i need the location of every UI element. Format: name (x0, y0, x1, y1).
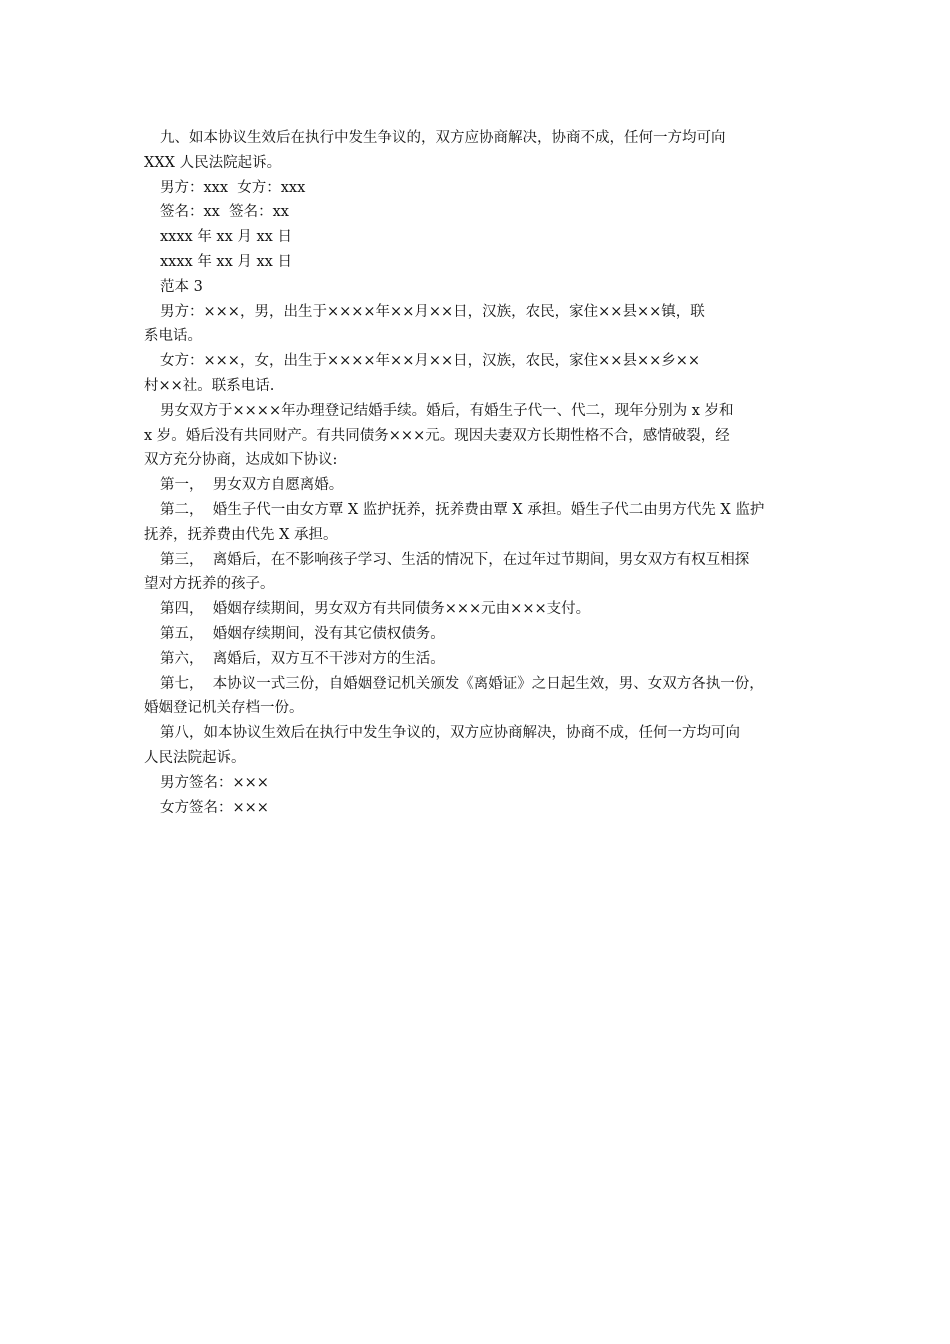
text-line: 第二， 婚生子代一由女方覃 X 监护抚养，抚养费由覃 X 承担。婚生子代二由男方代先 X 监护 (160, 501, 765, 518)
text-line: 第八，如本协议生效后在执行中发生争议的，双方应协商解决，协商不成，任何一方均可向 (160, 725, 740, 742)
clause-2 (144, 498, 812, 548)
text-line: 女方签名：××× (160, 799, 269, 816)
text-line: 婚姻登记机关存档一份。 (144, 700, 304, 717)
background-paragraph (144, 399, 812, 473)
text-line: XXX 人民法院起诉。 (144, 154, 282, 171)
text-line: 第三， 离婚后，在不影响孩子学习、生活的情况下，在过年过节期间，男女双方有权互相探 (160, 551, 750, 568)
template-3-heading (144, 275, 812, 300)
clause-4 (144, 597, 812, 622)
clause-5 (144, 622, 812, 647)
text-line: xxxx 年 xx 月 xx 日 (160, 253, 292, 270)
text-line: 人民法院起诉。 (144, 749, 246, 766)
clause-nine-paragraph (144, 126, 812, 176)
text-line: 望对方抚养的孩子。 (144, 576, 275, 593)
husband-wife-line (144, 176, 812, 201)
wife-signature (144, 796, 812, 821)
text-line: 九、如本协议生效后在执行中发生争议的，双方应协商解决，协商不成，任何一方均可向 (160, 130, 726, 146)
text-line: 第五， 婚姻存续期间，没有其它债权债务。 (160, 625, 445, 642)
text-line: 男方：xxx 女方：xxx (160, 179, 306, 196)
date-line-1 (144, 225, 812, 250)
text-line: 第四， 婚姻存续期间，男女双方有共同债务×××元由×××支付。 (160, 601, 591, 618)
text-line: 男方签名：××× (160, 774, 269, 791)
husband-info-paragraph (144, 300, 812, 350)
text-line: x 岁。婚后没有共同财产。有共同债务×××元。现因夫妻双方长期性格不合，感情破裂，经 (144, 427, 730, 444)
clause-6 (144, 647, 812, 672)
clause-8 (144, 721, 812, 771)
husband-signature (144, 771, 812, 796)
text-line: 第七， 本协议一式三份，自婚姻登记机关颁发《离婚证》之日起生效，男、女双方各执一份， (160, 675, 764, 692)
clause-3 (144, 548, 812, 598)
text-line: xxxx 年 xx 月 xx 日 (160, 229, 292, 246)
text-line: 签名：xx 签名：xx (160, 204, 289, 221)
text-line: 男方：×××，男，出生于××××年××月××日，汉族，农民，家住××县××镇，联 (160, 303, 705, 320)
document-page (144, 126, 812, 820)
text-line: 第六， 离婚后，双方互不干涉对方的生活。 (160, 650, 445, 667)
text-line: 第一， 男女双方自愿离婚。 (160, 477, 344, 494)
text-line: 抚养，抚养费由代先 X 承担。 (144, 526, 338, 543)
text-line: 村××社。联系电话. (144, 377, 275, 394)
text-line: 系电话。 (144, 328, 202, 345)
text-line: 男女双方于××××年办理登记结婚手续。婚后，有婚生子代一、代二，现年分别为 x 岁和 (160, 402, 734, 419)
wife-info-paragraph (144, 349, 812, 399)
signature-line (144, 200, 812, 225)
text-line: 女方：×××，女，出生于××××年××月××日，汉族，农民，家住××县××乡×× (160, 353, 701, 370)
clause-1 (144, 473, 812, 498)
clause-7 (144, 672, 812, 722)
date-line-2 (144, 250, 812, 275)
text-line: 双方充分协商，达成如下协议: (144, 452, 338, 469)
text-line: 范本 3 (160, 278, 203, 295)
